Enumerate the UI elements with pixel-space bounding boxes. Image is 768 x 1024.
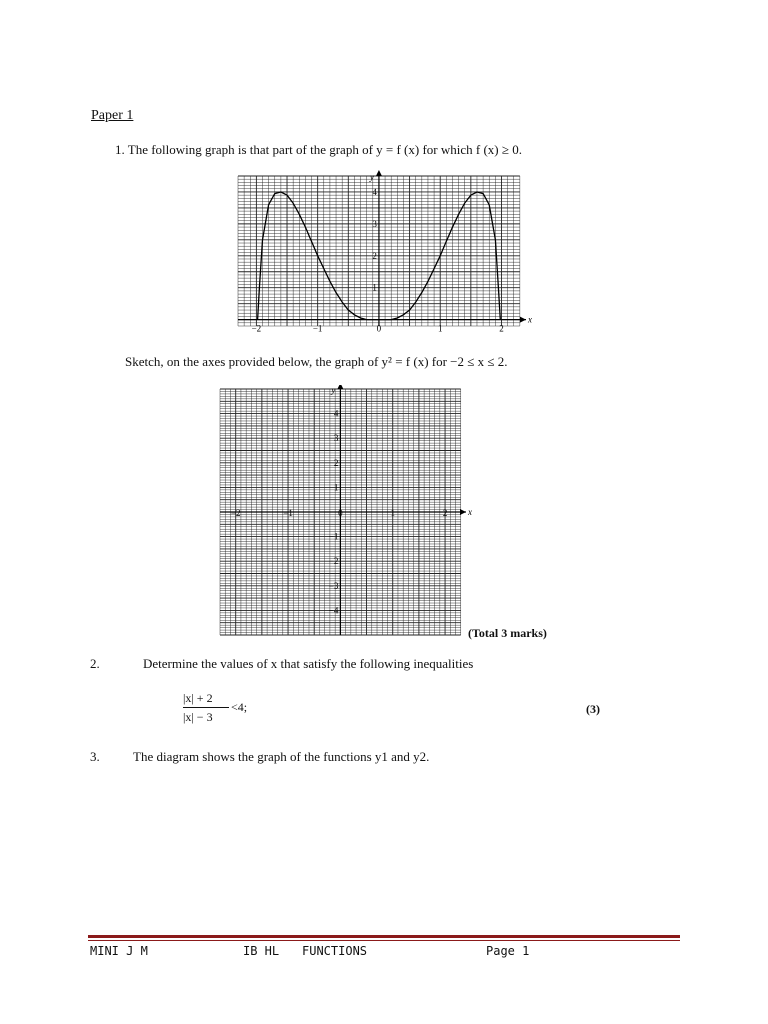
y-tick-label: 2 (333, 457, 339, 468)
footer-page: Page 1 (486, 944, 530, 958)
footer-rule-thick (88, 935, 680, 938)
question-2-text: Determine the values of x that satisfy the following inequalities (143, 656, 474, 671)
chart-f-of-x (230, 170, 532, 338)
y-axis-arrow (337, 385, 343, 389)
y-tick-label: 3 (372, 218, 377, 229)
x-axis-label: x (528, 314, 532, 325)
question-2-number: 2. (90, 656, 100, 671)
x-tick-label: −2 (230, 508, 241, 518)
y-tick-label: −4 (328, 605, 339, 616)
y-tick-label: −2 (328, 556, 339, 567)
chart-blank-axes (216, 385, 472, 638)
x-axis-label: x (468, 507, 472, 517)
sketch-instruction: Sketch, on the axes provided below, the graph of y² = f (x) for −2 ≤ x ≤ 2. (125, 354, 508, 369)
footer-author: MINI J M (90, 944, 148, 958)
footer-topic: FUNCTIONS (302, 944, 368, 958)
x-tick-label: 1 (437, 323, 443, 334)
question-2-marks: (3) (586, 702, 600, 716)
page-heading: Paper 1 (91, 108, 134, 123)
x-tick-label: −1 (283, 508, 293, 518)
y-axis-label: y (331, 385, 336, 395)
x-tick-label: 2 (499, 323, 504, 334)
question-3-text: The diagram shows the graph of the functions y1 and y2. (133, 749, 430, 764)
x-tick-label: 0 (338, 508, 343, 518)
y-tick-label: −1 (328, 531, 339, 542)
x-axis-arrow (460, 509, 466, 515)
y-axis-arrow (376, 170, 382, 176)
x-tick-label: 0 (376, 323, 382, 334)
question-3-number: 3. (90, 749, 100, 764)
fraction-numerator: |x| + 2 (183, 691, 213, 705)
x-axis-arrow (520, 317, 526, 323)
footer-course: IB HL (243, 944, 280, 958)
fraction-denominator: |x| − 3 (183, 710, 213, 724)
question-1-text: 1. The following graph is that part of the graph of y = f (x) for which f (x) ≥ 0. (115, 142, 523, 157)
x-tick-label: −2 (251, 323, 262, 334)
y-tick-label: −3 (328, 580, 339, 591)
y-tick-label: 3 (333, 433, 339, 444)
inequality-fraction (183, 690, 229, 725)
y-tick-label: 1 (372, 282, 377, 293)
x-tick-label: 1 (390, 508, 395, 518)
x-tick-label: −1 (312, 323, 323, 334)
x-tick-label: 2 (442, 508, 448, 518)
question-1-marks: (Total 3 marks) (468, 626, 547, 640)
footer-rule-thin (88, 940, 680, 941)
y-tick-label: 2 (372, 250, 377, 261)
y-tick-label: 4 (333, 408, 339, 419)
inequality-relation: <4; (231, 700, 248, 714)
y-tick-label: 1 (333, 482, 339, 493)
y-axis-label: y (369, 172, 374, 182)
fraction-bar (183, 707, 229, 708)
y-tick-label: 4 (372, 186, 377, 197)
